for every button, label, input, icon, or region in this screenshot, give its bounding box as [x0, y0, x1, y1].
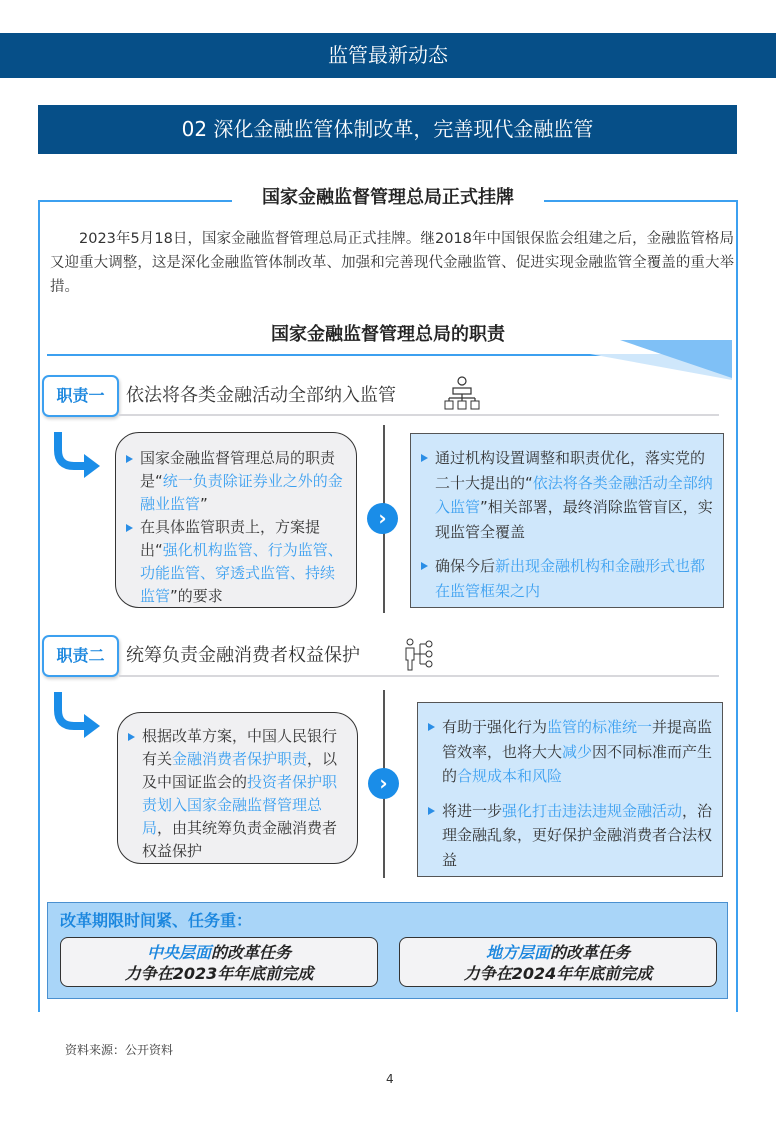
text-segment: 国家金融监督管理总局的职责是“: [140, 449, 336, 490]
highlighted-text: 金融消费者保护职责: [172, 750, 308, 768]
text-segment: ，治理金融乱象，更好保护金融消费者合法权益: [442, 801, 713, 869]
duty-2-detail-bubble: [117, 712, 358, 864]
bullet-item: [428, 715, 714, 789]
source-note: 资料来源：公开资料: [65, 1043, 174, 1057]
text-segment: 在具体监管职责上，方案提出“: [140, 518, 321, 559]
duty-2-effect-box: [417, 702, 723, 877]
task-deadline: 力争在2024年年底前完成: [463, 964, 653, 983]
turn-arrow-icon: [52, 432, 102, 478]
text-segment: 确保今后: [435, 557, 496, 575]
subtitle-underline: [47, 354, 607, 356]
task-deadline: 力争在2023年年底前完成: [124, 964, 314, 983]
highlighted-text: 监管的标准统一: [547, 718, 653, 736]
duty-1-effect-box: [410, 433, 724, 608]
duty-tag-1: 职责一: [42, 375, 119, 417]
highlighted-text: 统一负责除证券业之外的金融业监管: [140, 472, 343, 513]
section-title: 02 深化金融监管体制改革，完善现代金融监管: [181, 117, 594, 141]
highlighted-text: 强化机构监管、行为监管、功能监管、穿透式监管、持续监管: [140, 541, 343, 605]
intro-paragraph: 2023年5月18日，国家金融监督管理总局正式挂牌。继2018年中国银保监会组建之后，金融监管格局又迎重大调整，这是深化金融监管体制改革、加强和完善现代金融监管、促进实现金融监管全覆盖的重大举措。: [50, 231, 734, 295]
duties-subtitle: 国家金融监督管理总局的职责: [271, 324, 505, 345]
duty-heading-1: 依法将各类金融活动全部纳入监管: [126, 385, 396, 406]
text-segment: 根据改革方案，中国人民银行有关: [142, 727, 338, 768]
duty-1-detail-bubble: [115, 432, 357, 608]
bullet-item: [126, 447, 348, 516]
task-title: 的改革任务: [211, 943, 292, 962]
turn-arrow-icon: [52, 692, 102, 738]
chevron-right-icon: ›: [368, 768, 399, 799]
page-banner: [0, 33, 776, 78]
text-segment: 有助于强化行为: [442, 718, 548, 736]
duty-divider-1: [119, 414, 719, 416]
page-number: 4: [386, 1072, 394, 1086]
task-card-central: [60, 937, 378, 987]
duty-divider-2: [119, 675, 719, 677]
bullet-item: [126, 516, 348, 608]
bullet-item: [128, 725, 349, 863]
section-header: [38, 105, 737, 154]
task-card-local: [399, 937, 717, 987]
task-highlight: 中央层面: [146, 943, 211, 962]
duty-heading-2: 统筹负责金融消费者权益保护: [126, 645, 360, 666]
highlighted-text: 减少: [562, 742, 593, 761]
text-segment: ”的要求: [170, 587, 223, 605]
chevron-right-icon: ›: [367, 503, 398, 534]
banner-title: 监管最新动态: [328, 43, 448, 67]
highlighted-text: 强化打击违法违规金融活动: [502, 801, 683, 820]
text-segment: ，由其统筹负责金融消费者权益保护: [142, 819, 338, 860]
task-highlight: 地方层面: [485, 943, 550, 962]
text-segment: 因不同标准而产生的: [442, 742, 713, 785]
person-network-icon: [402, 638, 434, 672]
text-segment: 通过机构设置调整和职责优化，落实党的二十大提出的“: [435, 449, 706, 492]
text-segment: 将进一步: [442, 801, 503, 820]
duty-tag-2: 职责二: [42, 635, 119, 677]
text-segment: ”相关部署，最终消除监管盲区，实现监管全覆盖: [435, 498, 713, 541]
decorative-triangle: [590, 340, 732, 380]
text-segment: ”: [200, 495, 208, 513]
box-title: 国家金融监督管理总局正式挂牌: [232, 184, 544, 212]
highlighted-text: 新出现金融机构和金融形式也都在监管框架之内: [435, 557, 706, 600]
bullet-item: [421, 446, 715, 544]
bullet-item: [421, 554, 715, 603]
highlighted-text: 投资者保护职责划入国家金融监督管理总局: [142, 773, 338, 837]
text-segment: 并提高监管效率，也将大大: [442, 718, 713, 761]
org-chart-icon: [444, 376, 480, 410]
bullet-item: [428, 799, 714, 873]
deadline-label: 改革期限时间紧、任务重：: [60, 911, 253, 930]
text-segment: ，以及中国证监会的: [142, 750, 338, 791]
highlighted-text: 合规成本和风险: [457, 767, 563, 785]
highlighted-text: 依法将各类金融活动全部纳入监管: [435, 473, 713, 516]
task-title: 的改革任务: [550, 943, 631, 962]
